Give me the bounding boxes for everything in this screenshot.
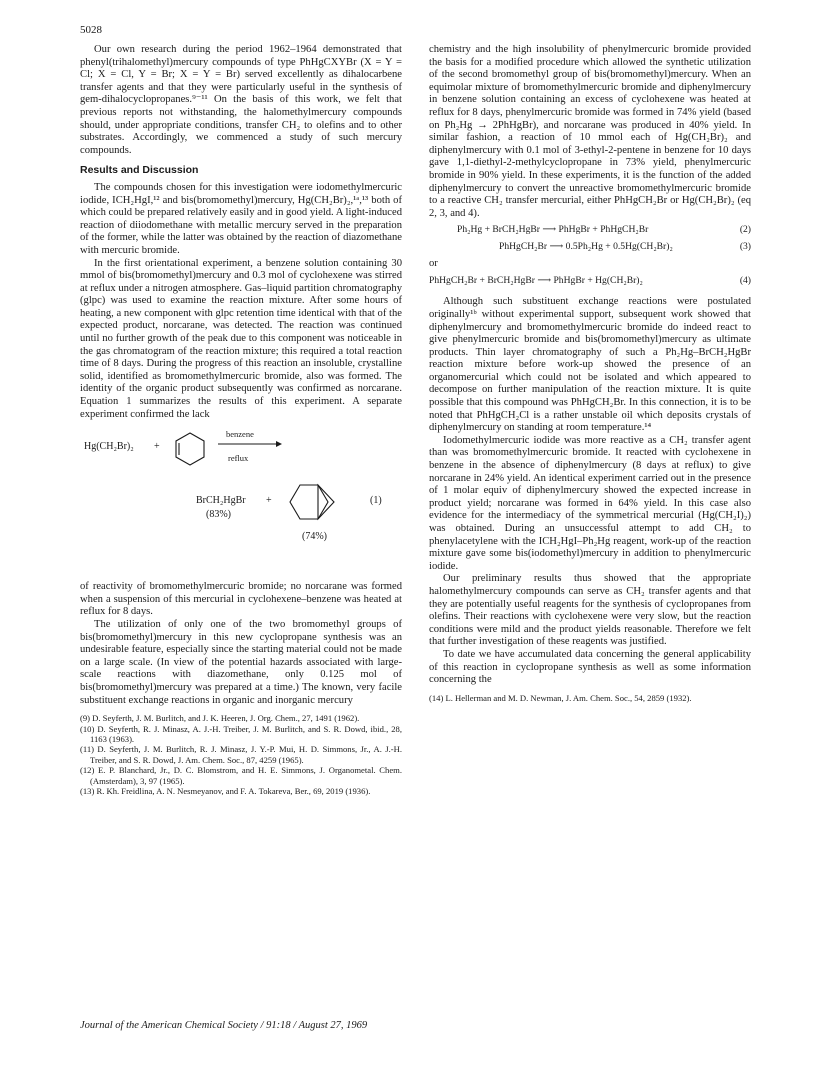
footnotes-right bbox=[429, 693, 751, 703]
equation-number: (2) bbox=[739, 224, 751, 236]
reference: (9) D. Seyferth, J. M. Burlitch, and J. K. Heeren, J. Org. Chem., 27, 1491 (1962). bbox=[80, 713, 360, 724]
scheme-yield-2: (74%) bbox=[302, 531, 327, 543]
equation-text: PhHgCH₂Br ⟶ 0.5Ph₂Hg + 0.5Hg(CH₂Br)₂ bbox=[499, 241, 673, 253]
paragraph: Iodomethylmercuric iodide was more reactive as a CH₂ transfer agent than was bromomethylmercuric bromide. It reacted with cyclohexene in benzene in the absence of diphenylmercury (8 days at reflux) to give norcarane in 24% yield. An identical experiment carried out in the presence of 1 molar equiv of diphenylmercury showed the expected increase in product yield; norcarane was formed in 64% yield. In this case also evidence for the intermediacy of the symmetrical mercurial (Hg(CH₂I)₂) was obtained. During an unsuccessful attempt to add CH₂ to phenylacetylene with the ICH₂HgI–Ph₂Hg reagent, work-up of the reaction mixture gave some bis(iodomethyl)mercury in addition to phenylmercuric iodide. bbox=[429, 434, 751, 572]
paragraph: The compounds chosen for this investigation were iodomethylmercuric iodide, ICH₂HgI,¹² and bis(bromomethyl)mercury, Hg(CH₂Br)₂,¹ᵃ,¹³ both of which could be prepared relatively easily and in good yield. A light-induced reaction of diiodomethane with metallic mercury served in the preparation of the former, while the latter was obtained by the reaction of diazomethane with mercuric bromide. bbox=[80, 181, 402, 256]
paragraph: The utilization of only one of the two bromomethyl groups of bis(bromomethyl)mercury in this new cyclopropane synthesis was an undesirable feature, especially since the starting material could not be made on a large scale. (In view of the potential hazards associated with large-scale reactions with diazomethane, only 0.125 mol of bis(bromomethyl)mercury was prepared at a time.) The known, very facile substituent exchange reactions in organic and inorganic mercury bbox=[80, 619, 402, 706]
equation-3 bbox=[429, 241, 751, 258]
paragraph: In the first orientational experiment, a benzene solution containing 30 mmol of bis(bromomethyl)mercury and 0.3 mol of cyclohexene was stirred at reflux under a nitrogen atmosphere. Gas–liquid partition chromatography (glpc) was used to examine the reaction mixture. After some hours of heating, a new component with glpc retention time identical with that of the expected product, norcarane, was detected. The reaction was continued until no further growth of the peak due to this component was noticeable in the gas chromatogram of the reaction mixture; this required a total reaction time of 8 days. During the progress of this reaction an insoluble, crystalline solid, identified as bromomethylmercuric bromide, also was formed. The identity of the organic product subsequently was confirmed as norcarane. Equation 1 summarizes the results of this experiment. A separate experiment confirmed the lack bbox=[80, 257, 402, 420]
or-label bbox=[429, 258, 751, 275]
reaction-scheme-1 bbox=[80, 427, 402, 577]
or-text: or bbox=[429, 258, 438, 270]
reference: (10) D. Seyferth, R. J. Minasz, A. J.-H. Treiber, J. M. Burlitch, and S. R. Dowd, ibid., 28, 1163 (1963). bbox=[80, 723, 402, 744]
scheme-yield-1: (83%) bbox=[206, 509, 231, 521]
equation-text: PhHgCH₂Br + BrCH₂HgBr ⟶ PhHgBr + Hg(CH₂Br)₂ bbox=[429, 275, 643, 287]
scheme-condition: reflux bbox=[228, 453, 249, 464]
reaction-arrow bbox=[218, 439, 282, 449]
reference: (13) R. Kh. Freidlina, A. N. Nesmeyanov, and F. A. Tokareva, Ber., 69, 2019 (1936). bbox=[80, 786, 371, 796]
cyclohexene-structure bbox=[170, 429, 210, 469]
equation-4 bbox=[429, 275, 751, 292]
left-column bbox=[80, 44, 402, 796]
scheme-reagent: Hg(CH₂Br)₂ bbox=[84, 441, 134, 453]
norcarane-structure bbox=[286, 481, 338, 523]
equation-number: (4) bbox=[739, 275, 751, 287]
equation-text: Ph₂Hg + BrCH₂HgBr ⟶ PhHgBr + PhHgCH₂Br bbox=[457, 224, 649, 236]
section-heading: Results and Discussion bbox=[80, 164, 199, 177]
reference: (14) L. Hellerman and M. D. Newman, J. Am. Chem. Soc., 54, 2859 (1932). bbox=[429, 692, 692, 703]
equation-number: (3) bbox=[739, 241, 751, 253]
scheme-product-1: BrCH₂HgBr bbox=[196, 495, 246, 507]
equation-number: (1) bbox=[370, 495, 382, 507]
scheme-solvent: benzene bbox=[226, 429, 254, 440]
scheme-plus: + bbox=[266, 495, 272, 507]
equation-2 bbox=[429, 224, 751, 241]
right-column bbox=[429, 44, 751, 703]
footnotes-left bbox=[80, 713, 402, 796]
reference: (12) E. P. Blanchard, Jr., D. C. Blomstrom, and H. E. Simmons, J. Organometal. Chem. (Amsterdam), 3, 97 (1965). bbox=[80, 765, 402, 786]
paragraph: To date we have accumulated data concerning the general applicability of this reaction in cyclopropane synthesis as well as some information concerning the bbox=[429, 648, 751, 686]
reference: (11) D. Seyferth, J. M. Burlitch, R. J. Minasz, J. Y.-P. Mui, H. D. Simmons, Jr., A. J.-H. Treiber, and S. R. Dowd, J. Am. Chem. Soc., 87, 4259 (1965). bbox=[80, 744, 402, 765]
journal-footer: Journal of the American Chemical Society / 91:18 / August 27, 1969 bbox=[80, 1020, 368, 1031]
paragraph: Our preliminary results thus showed that the appropriate halomethylmercury compounds can serve as CH₂ transfer agents and that they are potentially useful reagents for the synthesis of cyclopropanes from olefins. Their reactions with cyclohexene were very slow, but the reaction conditions were mild and the product yields reasonable. Therefore we felt that further investigation of these reagents was justified. bbox=[429, 573, 751, 648]
paragraph: Our own research during the period 1962–1964 demonstrated that phenyl(trihalomethyl)mercury compounds of type PhHgCXYBr (X = Y = Cl; X = Cl, Y = Br; X = Y = Br) served excellently as dihalocarbene transfer agents and that they were particularly useful in the synthesis of gem-dihalocyclopropanes.⁹⁻¹¹ On the basis of this work, we felt that previous reports not withstanding, the halomethylmercury compounds should, under appropriate conditions, transfer CH₂ to olefins and to other substrates. Accordingly, we commenced a study of such mercury compounds. bbox=[80, 44, 402, 156]
page-number: 5028 bbox=[80, 24, 102, 36]
scheme-plus: + bbox=[154, 441, 160, 453]
paragraph: of reactivity of bromomethylmercuric bromide; no norcarane was formed when a suspension of this mercurial in cyclohexene–benzene was heated at reflux for 8 days. bbox=[80, 581, 402, 618]
paragraph: Although such substituent exchange reactions were postulated originally¹ᵇ without experimental support, subsequent work showed that diphenylmercury and bromomethylmercuric bromide do indeed react to give phenylmercuric bromide and bis(bromomethyl)mercury as ultimate products. Thin layer chromatography of such a Ph₂Hg–BrCH₂HgBr reaction mixture before work-up showed the presence of an organomercurial which could not be isolated and which appeared to decompose on further manipulation of the reaction mixture. It is quite possible that this compound was PhHgCH₂Br. In this connection, it is to be noted that PhHgCH₂Cl is a rather unstable oil which deposits crystals of diphenylmercury on standing at room temperature.¹⁴ bbox=[429, 296, 751, 434]
paragraph: chemistry and the high insolubility of phenylmercuric bromide provided the basis for a modified procedure which allowed the synthetic utilization of the second bromomethyl group of bis(bromomethyl)mercury. When an equimolar mixture of bromomethylmercuric bromide and diphenylmercury in benzene solution containing an excess of cyclohexene was heated at reflux for 8 days, phenylmercuric bromide was formed in 74% yield (based on Ph₂Hg → 2PhHgBr), and norcarane was produced in 40% yield. In similar fashion, a reaction of 10 mmol each of Hg(CH₂Br)₂ and diphenylmercury with 0.1 mol of 3-ethyl-2-pentene in benzene for 10 days gave 1,1-diethyl-2-methylcyclopropane in 73% yield, phenylmercuric bromide in 90% yield. In these experiments, it is the function of the added diphenylmercury to convert the unreactive bromomethylmercuric bromide to a reactive CH₂ transfer mercurial, either PhHgCH₂Br or Hg(CH₂Br)₂ (eq 2, 3, and 4). bbox=[429, 44, 751, 219]
